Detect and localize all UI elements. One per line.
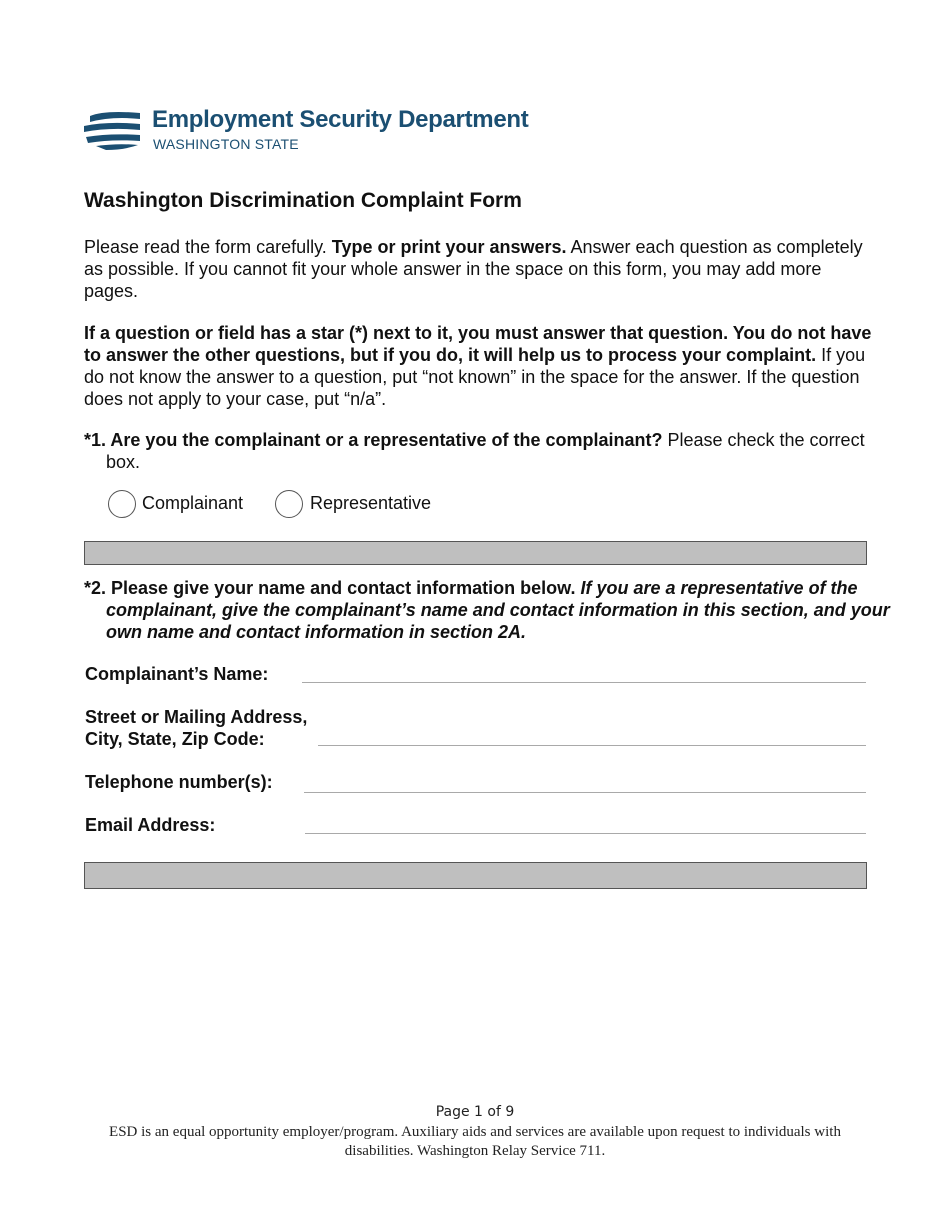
representative-radio-label: Representative bbox=[310, 493, 432, 513]
email-input[interactable] bbox=[305, 811, 866, 834]
telephone-label: Telephone number(s): bbox=[85, 772, 273, 792]
complainant-name-input[interactable] bbox=[302, 660, 866, 683]
logo-title: Employment Security Department bbox=[152, 106, 529, 133]
question-1: *1. Are you the complainant or a representative of the complainant? Please check the correct box. bbox=[84, 430, 865, 472]
footer-notice: ESD is an equal opportunity employer/program. Auxiliary aids and services are available upon request to individuals with disabilities. Washington Relay Service 711. bbox=[109, 1124, 841, 1159]
page-title: Washington Discrimination Complaint Form bbox=[84, 189, 522, 212]
intro-paragraph-1: Please read the form carefully. Type or print your answers. Answer each question as completely as possible. If you cannot fit your whole answer in the space on this form, you may add more pages. bbox=[84, 237, 863, 301]
email-label: Email Address: bbox=[85, 815, 216, 835]
page-number: Page 1 of 9 bbox=[435, 1104, 515, 1120]
telephone-input[interactable] bbox=[304, 770, 866, 793]
intro-paragraph-2: If a question or field has a star (*) next to it, you must answer that question. You do not have to answer the other questions, but if you do, it will help us to process your complaint. If you do not know the answer to a question, put “not known” in the space for the answer. If the question does not apply to your case, put “n/a”. bbox=[84, 323, 872, 409]
section-divider bbox=[84, 541, 867, 565]
address-label: Street or Mailing Address, City, State, Zip Code: bbox=[85, 707, 308, 749]
address-input[interactable] bbox=[318, 723, 866, 746]
representative-radio[interactable] bbox=[275, 490, 303, 518]
logo-subtitle: WASHINGTON STATE bbox=[153, 136, 299, 152]
question-2: *2. Please give your name and contact information below. If you are a representative of the complainant, give the complainant’s name and contact information in this section, and your own name and contact information in section 2A. bbox=[84, 578, 890, 642]
section-divider bbox=[84, 862, 867, 889]
complainant-radio-label: Complainant bbox=[142, 493, 244, 513]
name-label: Complainant’s Name: bbox=[85, 664, 269, 684]
esd-logo-icon bbox=[84, 110, 142, 150]
complainant-radio[interactable] bbox=[108, 490, 136, 518]
